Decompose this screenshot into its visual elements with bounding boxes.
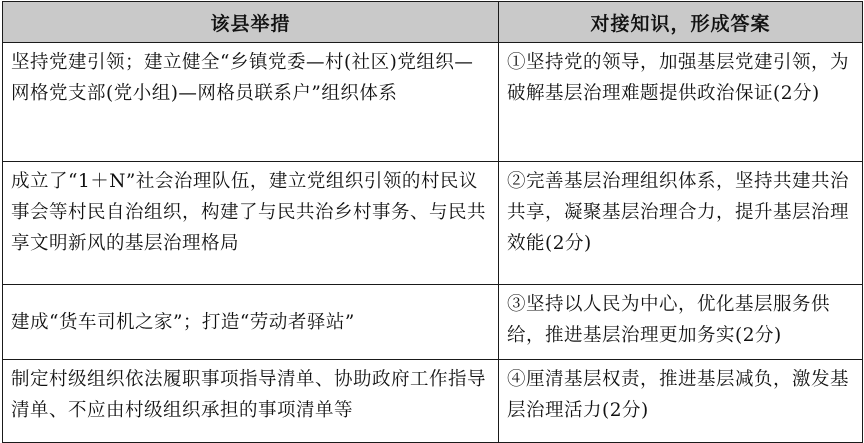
- answer-table: [2, 1, 863, 443]
- header-row: [3, 2, 863, 43]
- measure-cell: 坚持党建引领；建立健全“乡镇党委—村(社区)党组织—网格党支部(党小组)—网格员联系户”组织体系: [3, 43, 499, 162]
- table-row: [3, 162, 863, 285]
- answer-cell: ①坚持党的领导，加强基层党建引领，为破解基层治理难题提供政治保证(2分): [499, 43, 863, 162]
- measure-cell: 成立了“1＋N”社会治理队伍，建立党组织引领的村民议事会等村民自治组织，构建了与民共治乡村事务、与民共享文明新风的基层治理格局: [3, 162, 499, 285]
- measure-cell: 建成“货车司机之家”；打造“劳动者驿站”: [3, 285, 499, 360]
- header-measures: 该县举措: [3, 2, 499, 43]
- answer-cell: ②完善基层治理组织体系，坚持共建共治共享，凝聚基层治理合力，提升基层治理效能(2分): [499, 162, 863, 285]
- measure-cell: 制定村级组织依法履职事项指导清单、协助政府工作指导清单、不应由村级组织承担的事项清单等: [3, 360, 499, 443]
- header-answers: 对接知识，形成答案: [499, 2, 863, 43]
- answer-cell: ③坚持以人民为中心，优化基层服务供给，推进基层治理更加务实(2分): [499, 285, 863, 360]
- table-row: [3, 285, 863, 360]
- table-row: [3, 43, 863, 162]
- answer-cell: ④厘清基层权责，推进基层减负，激发基层治理活力(2分): [499, 360, 863, 443]
- table-row: [3, 360, 863, 443]
